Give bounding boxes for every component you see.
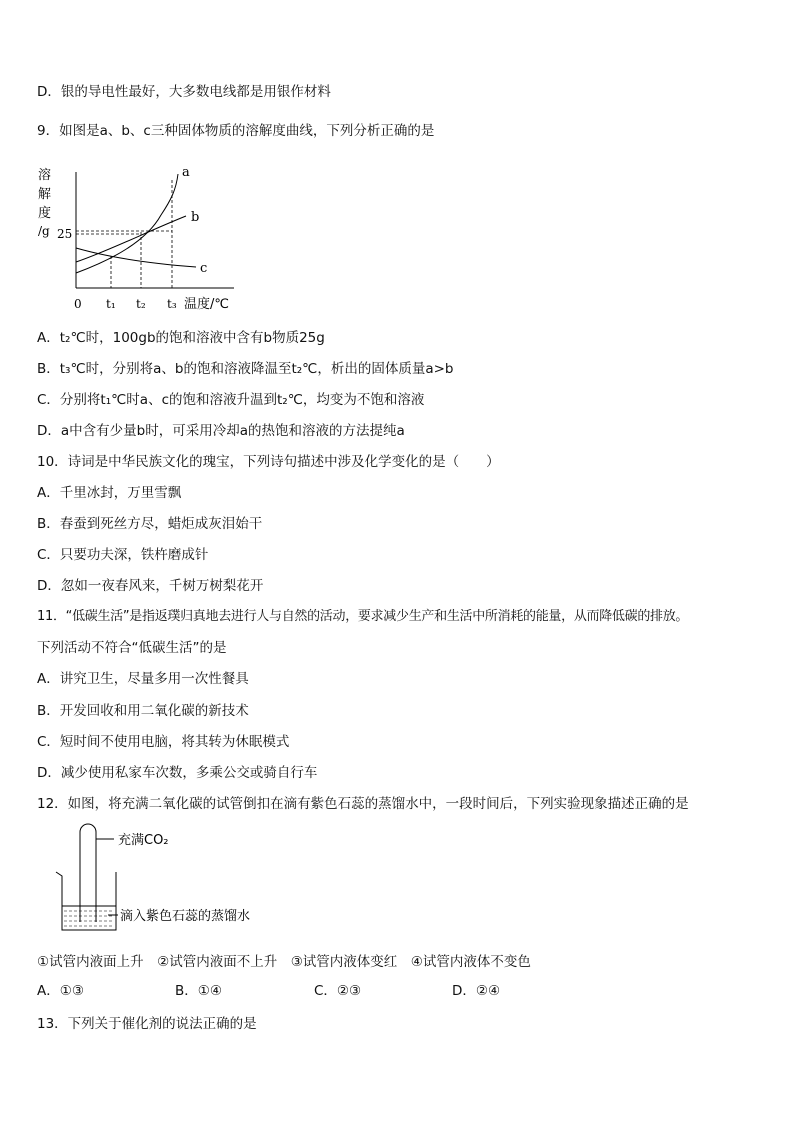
q13-stem: 13．下列关于催化剂的说法正确的是 xyxy=(37,1016,257,1032)
co2-test-tube-figure xyxy=(50,818,310,936)
curve-label-c: c xyxy=(200,261,208,276)
q12-option-c: C．②③ xyxy=(314,983,362,999)
q12-option-a: A．①③ xyxy=(37,983,84,999)
y-axis-label-char-4: /g xyxy=(38,224,50,238)
origin-label: 0 xyxy=(74,297,82,311)
q11-option-c: C．短时间不使用电脑，将其转为休眠模式 xyxy=(37,734,290,750)
q10-option-d: D．忽如一夜春风来，千树万树梨花开 xyxy=(37,578,264,594)
q9-option-b: B．t₃℃时，分别将a、b的饱和溶液降温至t₂℃，析出的固体质量a>b xyxy=(37,361,454,377)
q11-option-b: B．开发回收和用二氧化碳的新技术 xyxy=(37,703,249,719)
y-axis-label-char-1: 溶 xyxy=(38,168,52,183)
q11-stem: 11．“低碳生活”是指返璞归真地去进行人与自然的活动，要求减少生产和生活中所消耗的能量，从而降低碳的排放。 xyxy=(37,609,689,624)
test-tube xyxy=(80,824,96,922)
q12-option-d: D．②④ xyxy=(452,983,501,999)
q11-option-a: A．讲究卫生，尽量多用一次性餐具 xyxy=(37,671,249,687)
curve-c xyxy=(76,248,196,267)
q10-stem: 10．诗词是中华民族文化的瑰宝，下列诗句描述中涉及化学变化的是（ ） xyxy=(37,454,500,470)
q10-option-a: A．千里冰封，万里雪飘 xyxy=(37,485,182,501)
water-label: 滴入紫色石蕊的蒸馏水 xyxy=(120,909,251,924)
q12-statements: ①试管内液面上升 ②试管内液面不上升 ③试管内液体变红 ④试管内液体不变色 xyxy=(37,954,531,970)
q12-stem: 12．如图，将充满二氧化碳的试管倒扣在滴有紫色石蕊的蒸馏水中，一段时间后，下列实验现象描述正确的是 xyxy=(37,796,689,812)
x-tick-t2: t₂ xyxy=(136,297,146,311)
curve-a xyxy=(76,174,178,273)
y-tick-25: 25 xyxy=(57,227,73,241)
q10-option-c: C．只要功夫深，铁杵磨成针 xyxy=(37,547,209,563)
tube-label: 充满CO₂ xyxy=(118,833,169,848)
x-tick-t1: t₁ xyxy=(106,297,116,311)
q9-stem: 9．如图是a、b、c三种固体物质的溶解度曲线，下列分析正确的是 xyxy=(37,123,435,139)
curve-label-b: b xyxy=(191,210,200,225)
q9-option-a: A．t₂℃时，100gb的饱和溶液中含有b物质25g xyxy=(37,330,325,346)
q11-stem-line2: 下列活动不符合“低碳生活”的是 xyxy=(37,640,227,656)
solubility-curve-figure xyxy=(36,160,256,315)
x-axis-unit: 温度/℃ xyxy=(184,297,229,312)
q9-option-c: C．分别将t₁℃时a、c的饱和溶液升温到t₂℃，均变为不饱和溶液 xyxy=(37,392,425,408)
q10-option-b: B．春蚕到死丝方尽，蜡炬成灰泪始干 xyxy=(37,516,263,532)
curve-label-a: a xyxy=(182,165,190,180)
y-axis-label-char-3: 度 xyxy=(38,206,52,221)
q11-option-d: D．减少使用私家车次数，多乘公交或骑自行车 xyxy=(37,765,318,781)
x-tick-t3: t₃ xyxy=(167,297,177,311)
q9-option-d: D．a中含有少量b时，可采用冷却a的热饱和溶液的方法提纯a xyxy=(37,423,405,439)
curve-b xyxy=(76,216,186,262)
q12-option-b: B．①④ xyxy=(175,983,222,999)
q8-option-d: D．银的导电性最好，大多数电线都是用银作材料 xyxy=(37,84,331,100)
y-axis-label-char-2: 解 xyxy=(38,187,52,202)
